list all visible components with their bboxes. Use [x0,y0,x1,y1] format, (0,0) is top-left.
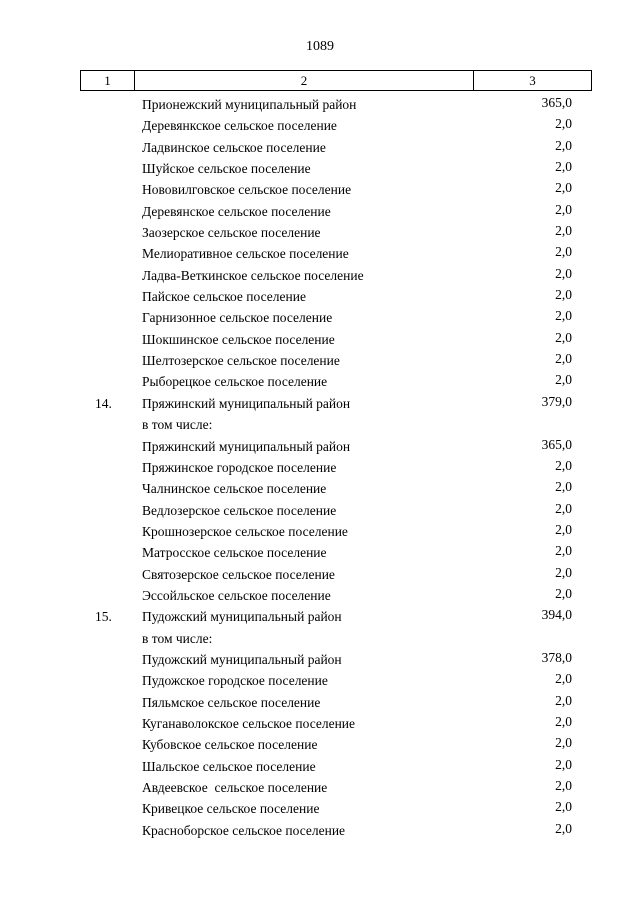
row-name: Шальское сельское поселение [142,758,316,774]
table-row [0,202,640,223]
table-row [0,116,640,137]
row-value: 2,0 [555,329,572,345]
table-row [0,415,640,436]
row-name: Пряжинский муниципальный район [142,438,351,454]
row-number: 15. [95,609,112,625]
header-col-2: 2 [135,71,474,90]
header-col-1: 1 [81,71,135,90]
row-name: Мелиоративное сельское поселение [142,246,349,262]
table-row [0,458,640,479]
table-body [0,95,640,842]
table-row [0,437,640,458]
table-row [0,180,640,201]
row-name: в том числе: [142,630,213,646]
row-name: Пряжинское городское поселение [142,459,337,475]
row-name: Куганаволокское сельское поселение [142,715,356,731]
row-value: 2,0 [555,500,572,516]
table-row [0,351,640,372]
row-value: 2,0 [555,180,572,196]
row-value: 2,0 [555,692,572,708]
row-name: Пяльмское сельское поселение [142,694,321,710]
table-row [0,501,640,522]
row-value: 2,0 [555,372,572,388]
row-name: Шуйское сельское поселение [142,161,311,177]
row-name: Авдеевское сельское поселение [142,780,328,795]
row-name: Ладвинское сельское поселение [142,139,326,155]
row-name: Деревянское сельское поселение [142,203,331,219]
row-name: Пудожское городское поселение [142,673,328,689]
row-name: Деревянкское сельское поселение [142,118,337,134]
row-value: 2,0 [555,564,572,580]
row-value: 2,0 [555,713,572,729]
table-row [0,565,640,586]
table-row [0,138,640,159]
row-value: 2,0 [555,351,572,367]
table-row [0,394,640,415]
table-row [0,543,640,564]
row-value: 378,0 [541,649,572,665]
table-row [0,479,640,500]
row-name: Прионежский муниципальный район [142,97,357,112]
row-name: Гарнизонное сельское поселение [142,310,333,326]
row-value: 2,0 [555,223,572,239]
row-name: Заозерское сельское поселение [142,225,321,241]
row-value: 2,0 [555,543,572,559]
row-value: 2,0 [555,778,572,793]
table-header [80,70,592,91]
row-value: 379,0 [541,393,572,409]
row-value: 2,0 [555,201,572,217]
row-name: Кривецкое сельское поселение [142,801,320,817]
table-row [0,586,640,607]
row-value: 2,0 [555,585,572,601]
row-value: 2,0 [555,137,572,153]
row-value: 365,0 [541,95,572,110]
table-row [0,308,640,329]
table-row [0,95,640,116]
table-row [0,778,640,799]
row-name: Пряжинский муниципальный район [142,395,351,411]
row-name: Пайское сельское поселение [142,289,306,305]
row-name: Рыборецкое сельское поселение [142,374,328,390]
table-row [0,757,640,778]
row-value: 2,0 [555,159,572,175]
row-value: 2,0 [555,265,572,281]
table-row [0,287,640,308]
header-col-3: 3 [529,72,536,88]
row-value: 2,0 [555,116,572,132]
table-row [0,266,640,287]
row-name: Нововилговское сельское поселение [142,182,352,198]
row-name: Святозерское сельское поселение [142,566,335,582]
table-row [0,244,640,265]
page-number: 1089 [306,39,334,54]
row-name: Ведлозерское сельское поселение [142,502,337,518]
table-row [0,607,640,628]
table-row [0,671,640,692]
table-row [0,629,640,650]
row-value: 2,0 [555,735,572,751]
row-value: 2,0 [555,756,572,772]
row-value: 2,0 [555,820,572,836]
table-row [0,821,640,842]
table-row [0,799,640,820]
row-value: 2,0 [555,521,572,537]
row-number: 14. [95,395,112,411]
table-row [0,735,640,756]
table-row [0,650,640,671]
table-row [0,372,640,393]
row-name: Красноборское сельское поселение [142,822,346,838]
row-value: 2,0 [555,457,572,473]
row-value: 2,0 [555,479,572,495]
table-row [0,714,640,735]
row-name: Пудожский муниципальный район [142,609,342,625]
table-row [0,693,640,714]
row-value: 2,0 [555,308,572,324]
row-name: Шелтозерское сельское поселение [142,353,340,369]
row-name: в том числе: [142,417,213,433]
row-name: Эссойльское сельское поселение [142,587,331,603]
row-name: Кубовское сельское поселение [142,737,318,753]
table-row [0,330,640,351]
row-value: 394,0 [541,607,572,623]
row-value: 2,0 [555,287,572,303]
table-row [0,159,640,180]
row-name: Чалнинское сельское поселение [142,481,327,497]
row-value: 2,0 [555,799,572,815]
table-row [0,223,640,244]
row-name: Матросское сельское поселение [142,545,327,561]
row-value: 2,0 [555,671,572,687]
table-row [0,522,640,543]
row-name: Пудожский муниципальный район [142,651,342,667]
row-name: Крошнозерское сельское поселение [142,523,348,539]
row-name: Ладва-Веткинское сельское поселение [142,267,364,283]
row-name: Шокшинское сельское поселение [142,331,335,347]
row-value: 2,0 [555,244,572,260]
row-value: 365,0 [541,436,572,452]
